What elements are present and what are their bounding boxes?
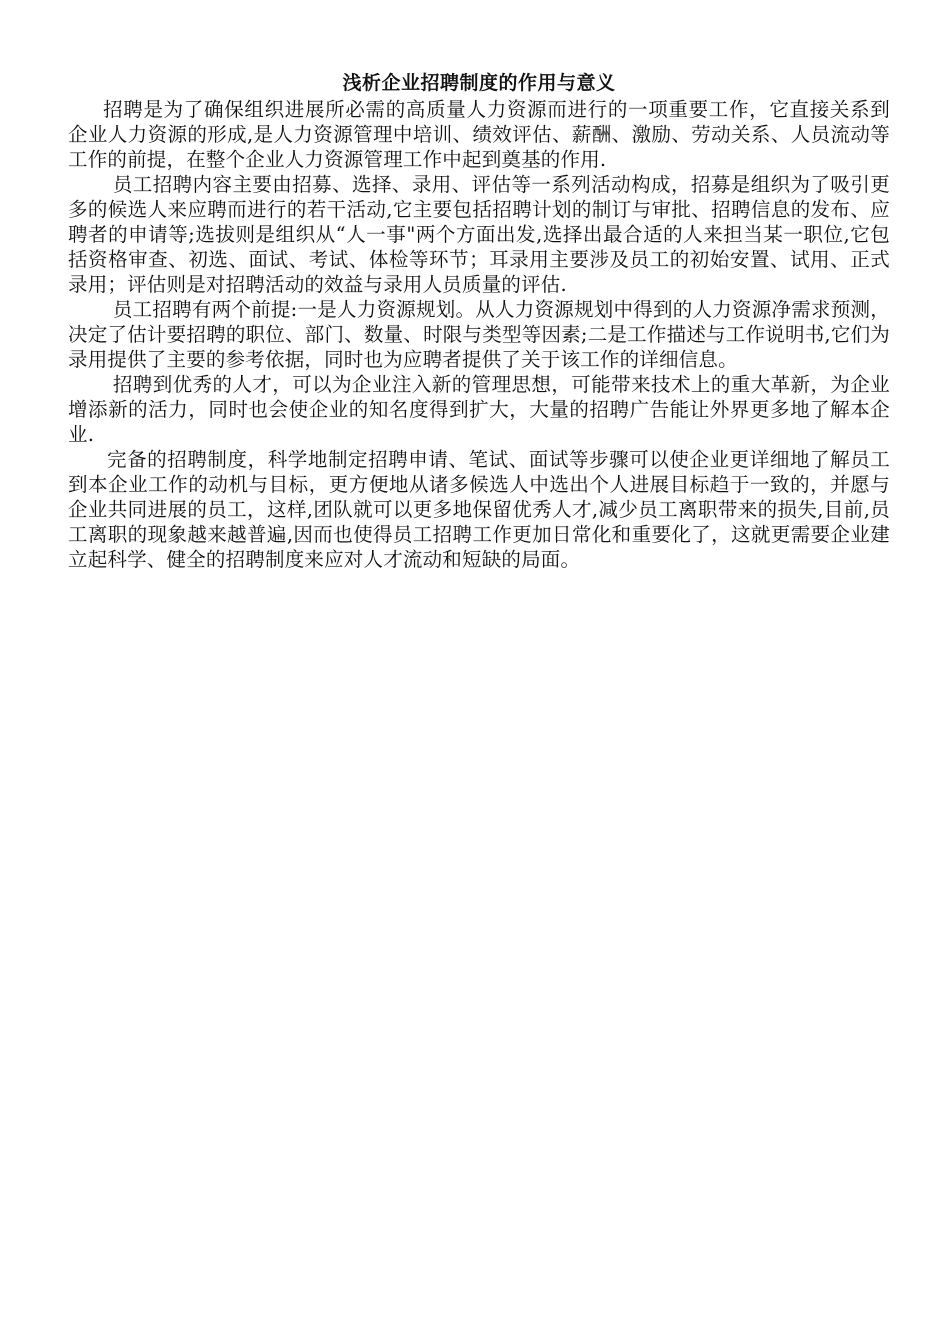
paragraph-4: 招聘到优秀的人才，可以为企业注入新的管理思想，可能带来技术上的重大革新，为企业增添新的活力，同时也会使企业的知名度得到扩大，大量的招聘广告能让外界更多地了解本企业. [68, 373, 890, 446]
paragraph-3: 员工招聘有两个前提:一是人力资源规划。从人力资源规划中得到的人力资源净需求预测，决定了估计要招聘的职位、部门、数量、时限与类型等因素;二是工作描述与工作说明书,它们为录用提供了主要的参考依据，同时也为应聘者提供了关于该工作的详细信息。 [68, 298, 890, 371]
document-title: 浅析企业招聘制度的作用与意义 [342, 72, 616, 94]
document-page [68, 70, 890, 572]
paragraph-1: 招聘是为了确保组织进展所必需的高质量人力资源而进行的一项重要工作，它直接关系到企业人力资源的形成,是人力资源管理中培训、绩效评估、薪酬、激励、劳动关系、人员流动等工作的前提，在整个企业人力资源管理工作中起到奠基的作用. [68, 98, 890, 171]
paragraph-2: 员工招聘内容主要由招募、选择、录用、评估等一系列活动构成，招募是组织为了吸引更多的候选人来应聘而进行的若干活动,它主要包括招聘计划的制订与审批、招聘信息的发布、应聘者的申请等;选拔则是组织从“人一事"两个方面出发,选择出最合适的人来担当某一职位,它包括资格审查、初选、面试、考试、体检等环节；耳录用主要涉及员工的初始安置、试用、正式录用；评估则是对招聘活动的效益与录用人员质量的评估. [68, 173, 890, 296]
paragraph-5: 完备的招聘制度，科学地制定招聘申请、笔试、面试等步骤可以使企业更详细地了解员工到本企业工作的动机与目标，更方便地从诸多候选人中选出个人进展目标趋于一致的，并愿与企业共同进展的员工，这样,团队就可以更多地保留优秀人才,减少员工离职带来的损失,目前,员工离职的现象越来越普遍,因而也使得员工招聘工作更加日常化和重要化了，这就更需要企业建立起科学、健全的招聘制度来应对人才流动和短缺的局面。 [68, 448, 890, 571]
